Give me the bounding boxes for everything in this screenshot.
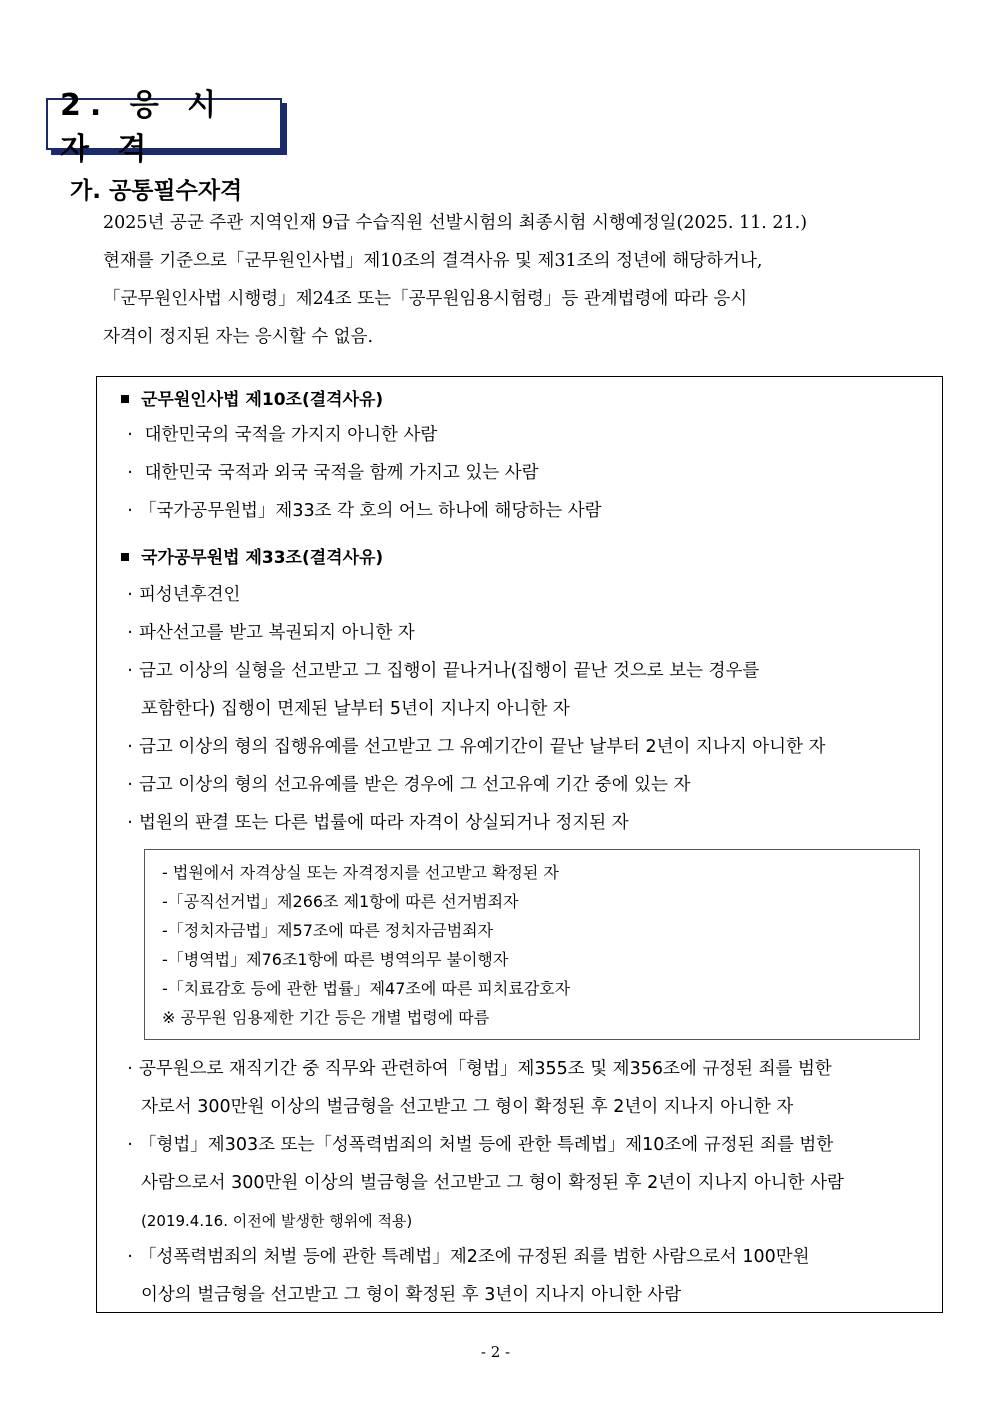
intro-line: 「군무원인사법 시행령」제24조 또는「공무원임용시험령」등 관계법령에 따라 응시: [103, 289, 748, 309]
list-item: [121, 771, 968, 796]
list-item: [121, 657, 968, 682]
sub-detail-box: [144, 849, 920, 1040]
intro-line: 2025년 공군 주관 지역인재 9급 수습직원 선발시험의 최종시험 시행예정일(2025. 11. 21.): [103, 213, 808, 233]
list-item-text: 피성년후견인: [139, 585, 241, 605]
law2-title-text: 국가공무원법 제33조(결격사유): [141, 548, 384, 568]
bullet-dot-icon: ·: [127, 813, 133, 833]
list-item-continued: 이상의 벌금형을 선고받고 그 형이 확정된 후 3년이 지나지 아니한 사람: [141, 1285, 682, 1305]
bullet-dot-icon: ·: [127, 1247, 133, 1267]
sub-detail-note: ※ 공무원 임용제한 기간 등은 개별 법령에 따름: [162, 1008, 490, 1027]
bullet-dot-icon: ·: [127, 425, 133, 445]
list-item-text: 공무원으로 재직기간 중 직무와 관련하여「형법」제355조 및 제356조에 규정된 죄를 범한: [139, 1059, 832, 1079]
list-item-text: 금고 이상의 형의 선고유예를 받은 경우에 그 선고유예 기간 중에 있는 자: [139, 775, 691, 795]
square-bullet-icon: [121, 395, 129, 403]
bullet-dot-icon: ·: [127, 501, 133, 521]
intro-line: 현재를 기준으로「군무원인사법」제10조의 결격사유 및 제31조의 정년에 해당하거나,: [103, 251, 763, 271]
sub-detail-item: - 법원에서 자격상실 또는 자격정지를 선고받고 확정된 자: [162, 863, 559, 882]
list-item-continued: 자로서 300만원 이상의 벌금형을 선고받고 그 형이 확정된 후 2년이 지나지 아니한 자: [141, 1097, 794, 1117]
list-item: [121, 619, 968, 644]
intro-paragraph: [103, 204, 941, 356]
list-item-text: 금고 이상의 실형을 선고받고 그 집행이 끝나거나(집행이 끝난 것으로 보는 경우를: [139, 661, 760, 681]
page-number: - 2 -: [480, 1343, 511, 1361]
bullet-dot-icon: ·: [127, 585, 133, 605]
list-item: [121, 459, 968, 484]
list-item-continued: 사람으로서 300만원 이상의 벌금형을 선고받고 그 형이 확정된 후 2년이 지나지 아니한 사람: [141, 1173, 844, 1193]
bullet-dot-icon: ·: [127, 1135, 133, 1155]
list-item-note: (2019.4.16. 이전에 발생한 행위에 적용): [141, 1212, 413, 1230]
list-item-text: 파산선고를 받고 복권되지 아니한 자: [139, 623, 415, 643]
list-item: [121, 733, 968, 758]
list-item-text: 대한민국의 국적을 가지지 아니한 사람: [144, 425, 438, 445]
list-item: [121, 421, 968, 446]
list-item-text: 금고 이상의 형의 집행유예를 선고받고 그 유예기간이 끝난 날부터 2년이 지나지 아니한 자: [139, 737, 826, 757]
list-item: [121, 497, 968, 522]
list-item: [121, 1131, 968, 1156]
list-item: [121, 581, 968, 606]
bullet-dot-icon: ·: [127, 661, 133, 681]
list-item-text: 「형법」제303조 또는「성폭력범죄의 처벌 등에 관한 특례법」제10조에 규정된 죄를 범한: [139, 1135, 834, 1155]
list-item-text: 법원의 판결 또는 다른 법률에 따라 자격이 상실되거나 정지된 자: [139, 813, 629, 833]
list-item: [121, 1055, 968, 1080]
law2-title: [121, 543, 968, 568]
intro-line: 자격이 정지된 자는 응시할 수 없음.: [103, 327, 374, 347]
sub-detail-item: -「병역법」제76조1항에 따른 병역의무 불이행자: [162, 950, 509, 969]
sub-detail-item: -「공직선거법」제266조 제1항에 따른 선거범죄자: [162, 892, 519, 911]
list-item: [121, 1243, 968, 1268]
bullet-dot-icon: ·: [127, 463, 133, 483]
bullet-dot-icon: ·: [127, 737, 133, 757]
section-title: 2. 응 시 자 격: [46, 98, 282, 150]
square-bullet-icon: [121, 553, 129, 561]
list-item-text: 대한민국 국적과 외국 국적을 함께 가지고 있는 사람: [144, 463, 539, 483]
bullet-dot-icon: ·: [127, 623, 133, 643]
sub-detail-item: -「치료감호 등에 관한 법률」제47조에 따른 피치료감호자: [162, 979, 571, 998]
disqualification-box: [96, 376, 943, 1313]
sub-detail-item: -「정치자금법」제57조에 따른 정치자금범죄자: [162, 921, 494, 940]
list-item: [121, 809, 968, 834]
list-item-text: 「국가공무원법」제33조 각 호의 어느 하나에 해당하는 사람: [139, 501, 602, 521]
bullet-dot-icon: ·: [127, 775, 133, 795]
sub-title: 가. 공통필수자격: [70, 178, 243, 204]
list-item-continued: 포함한다) 집행이 면제된 날부터 5년이 지나지 아니한 자: [141, 699, 570, 719]
list-item-text: 「성폭력범죄의 처벌 등에 관한 특례법」제2조에 규정된 죄를 범한 사람으로서 100만원: [139, 1247, 810, 1267]
bullet-dot-icon: ·: [127, 1059, 133, 1079]
law1-title: [121, 385, 968, 410]
law1-title-text: 군무원인사법 제10조(결격사유): [141, 390, 384, 410]
